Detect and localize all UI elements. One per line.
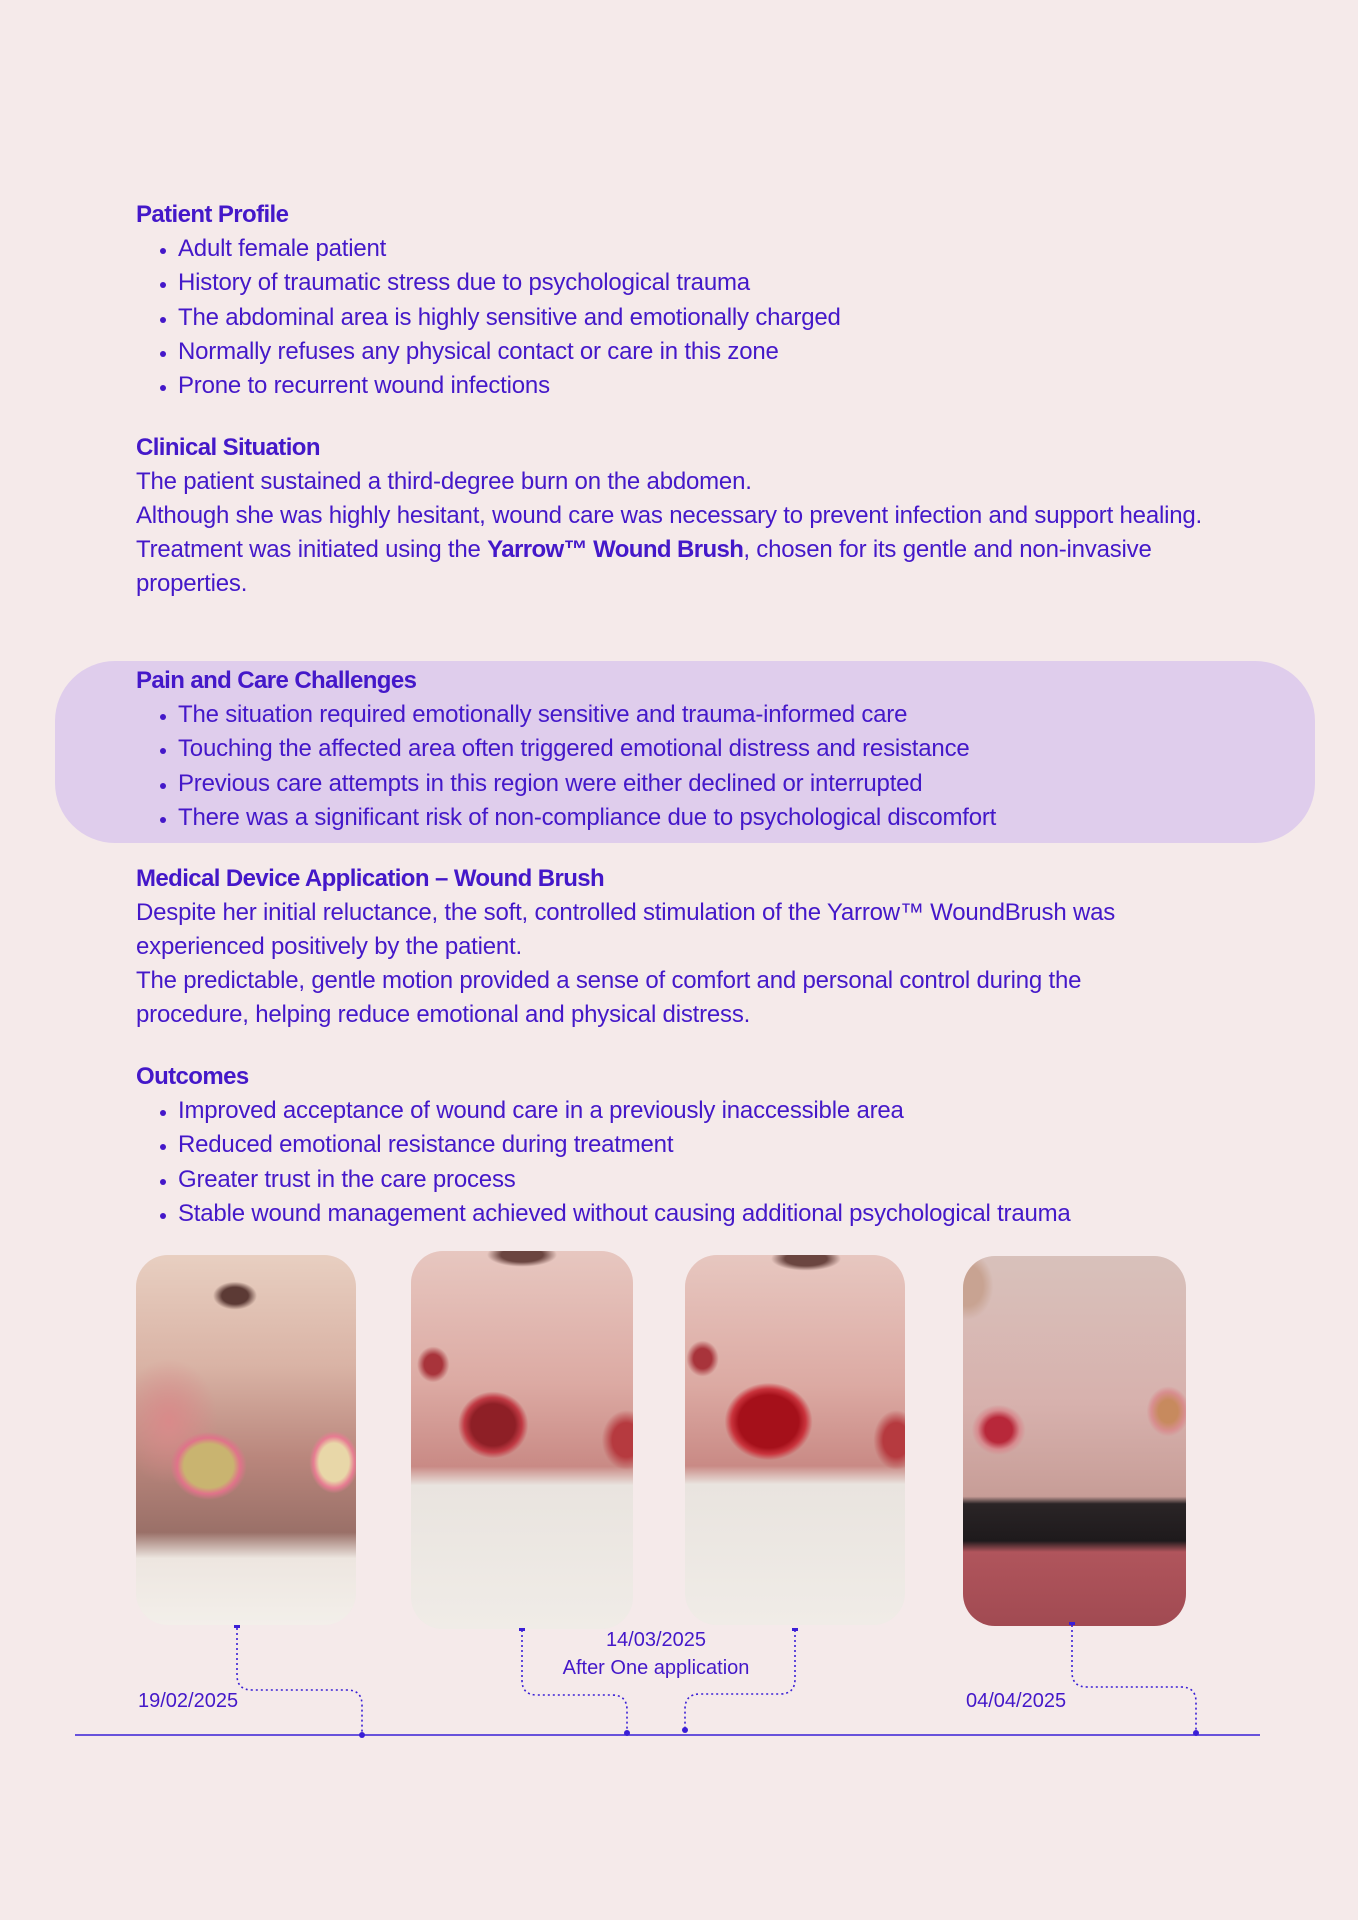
list-item: • The situation required emotionally sensitive and trauma-informed care [178,698,1276,732]
list-item: • The abdominal area is highly sensitive and emotionally charged [178,301,1276,335]
list-item: • Touching the affected area often triggered emotional distress and resistance [178,732,1276,766]
patient-profile-heading: Patient Profile [136,201,289,228]
clinical-line-1: The patient sustained a third-degree burn on the abdomen. [136,468,752,495]
timeline-tick [234,1625,240,1628]
date-label-2: 14/03/2025 [605,1629,707,1651]
pain-challenges-heading: Pain and Care Challenges [136,667,417,694]
timeline-tick [519,1628,525,1631]
connector-1 [237,1628,362,1735]
timeline-tick [1069,1622,1075,1625]
list-item: • Adult female patient [178,232,1276,266]
timeline-tick [792,1628,798,1631]
list-item: • Normally refuses any physical contact or care in this zone [178,335,1276,369]
clinical-line-2: Although she was highly hesitant, wound care was necessary to prevent infection and support healing. [136,502,1203,529]
device-para-2: The predictable, gentle motion provided a sense of comfort and personal control during the procedure, helping reduce emotional and physical distress. [136,967,1082,1028]
clinical-line-3-pre: Treatment was initiated using the [136,536,488,563]
list-item: • Reduced emotional resistance during treatment [178,1128,1276,1162]
device-para-1: Despite her initial reluctance, the soft, controlled stimulation of the Yarrow™ WoundBrush was experienced positively by the patient. [136,899,1116,960]
outcomes-heading: Outcomes [136,1063,249,1090]
timeline-dot [624,1730,630,1736]
timeline-dot [1193,1730,1199,1736]
timeline-dot [359,1732,365,1738]
connector-4 [1072,1625,1196,1733]
list-item: • Improved acceptance of wound care in a previously inaccessible area [178,1094,1276,1128]
date-label-3: 04/04/2025 [966,1690,1067,1712]
clinical-situation-heading: Clinical Situation [136,434,320,461]
list-item: • Greater trust in the care process [178,1163,1276,1197]
list-item: • Stable wound management achieved without causing additional psychological trauma [178,1197,1276,1231]
list-item: • Prone to recurrent wound infections [178,369,1276,403]
date-label-1: 19/02/2025 [138,1690,239,1712]
device-application-heading: Medical Device Application – Wound Brush [136,865,605,892]
list-item: • Previous care attempts in this region were either declined or interrupted [178,767,1276,801]
list-item: • History of traumatic stress due to psychological trauma [178,266,1276,300]
list-item: • There was a significant risk of non-compliance due to psychological discomfort [178,801,1276,835]
date-label-2-note: After One application [562,1657,750,1679]
product-name: Yarrow™ Wound Brush [487,536,744,563]
timeline-dot [682,1727,688,1733]
clinical-line-3-post: , chosen for its gentle and non-invasive properties. [136,536,1152,597]
